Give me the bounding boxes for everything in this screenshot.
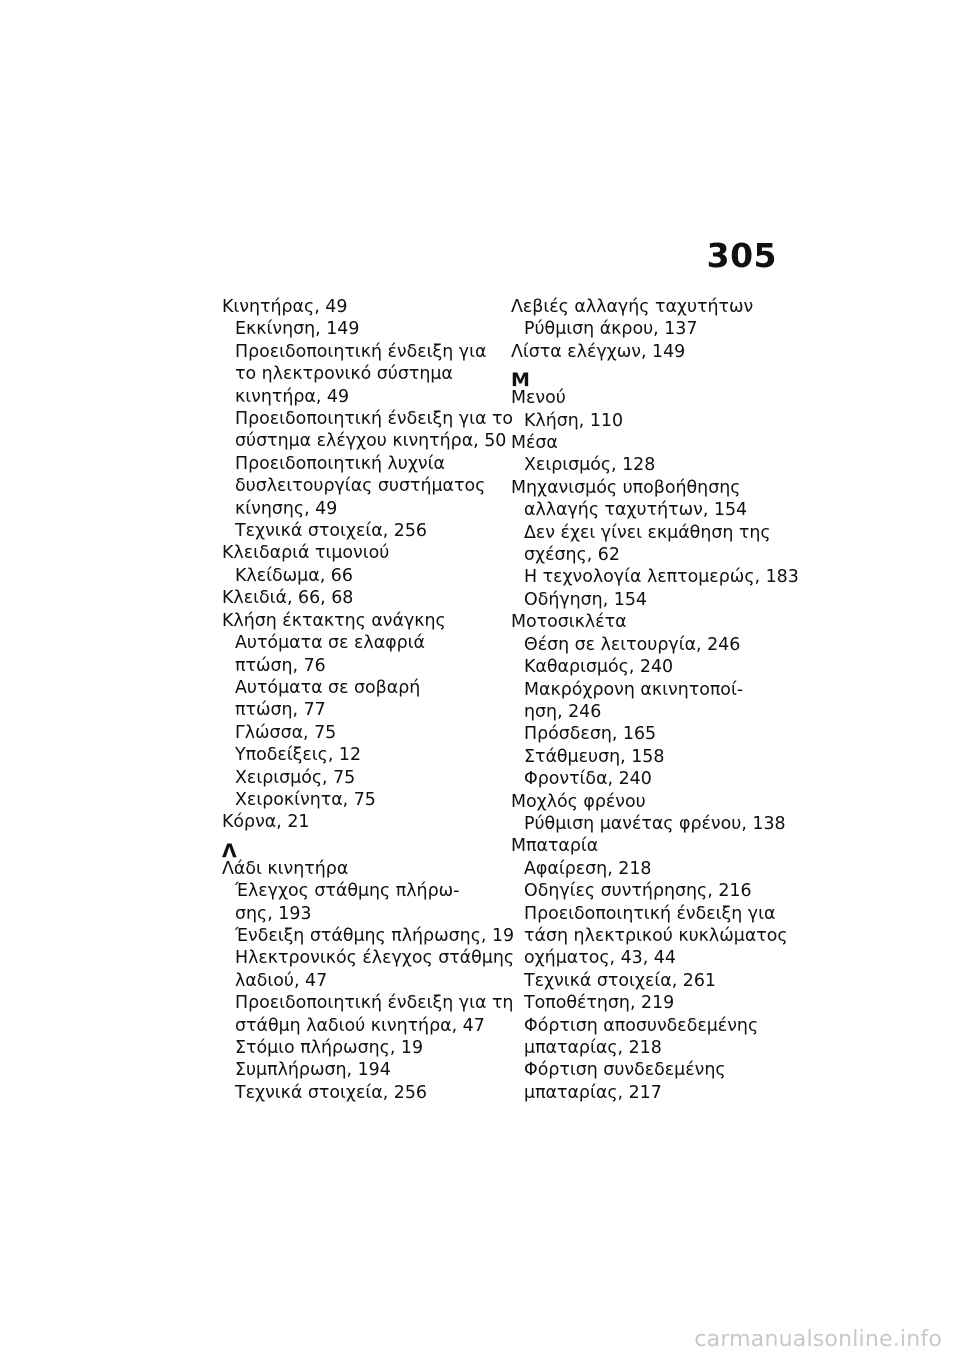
index-subentry: μπαταρίας, 217	[524, 1082, 662, 1103]
index-subentry: Προειδοποιητική ένδειξη για το	[235, 409, 514, 430]
index-subentry: ηση, 246	[524, 701, 602, 722]
watermark: carmanualsonline.info	[694, 1327, 942, 1352]
index-subentry: Συμπλήρωση, 194	[235, 1060, 391, 1081]
index-entry: Λίστα ελέγχων, 149	[511, 341, 686, 362]
index-entry: Λεβιές αλλαγής ταχυτήτων	[511, 297, 754, 317]
index-subentry: Υποδείξεις, 12	[235, 745, 362, 766]
index-subentry: Τεχνικά στοιχεία, 256	[235, 521, 427, 542]
index-entry: Κλήση έκτακτης ανάγκης	[222, 610, 446, 631]
page-number: 305	[706, 236, 777, 275]
index-entry: Κλειδαριά τιμονιού	[222, 543, 390, 564]
index-subentry: Κλείδωμα, 66	[235, 565, 353, 586]
index-subentry: κίνησης, 49	[235, 498, 338, 519]
index-entry: Μπαταρία	[511, 836, 599, 857]
index-letter-heading: Λ	[222, 839, 237, 862]
index-subentry: Στόμιο πλήρωσης, 19	[235, 1038, 424, 1058]
index-subentry: Γλώσσα, 75	[235, 722, 337, 743]
index-subentry: Φόρτιση αποσυνδεδεμένης	[524, 1015, 759, 1036]
index-subentry: Ένδειξη στάθμης πλήρωσης, 19	[235, 925, 515, 946]
index-subentry: Πρόσδεση, 165	[524, 724, 657, 745]
index-subentry: Χειρισμός, 75	[235, 767, 356, 788]
index-subentry: Τεχνικά στοιχεία, 256	[235, 1082, 427, 1103]
index-entry: Κόρνα, 21	[222, 812, 310, 833]
index-subentry: το ηλεκτρονικό σύστημα	[235, 364, 453, 385]
index-subentry: Η τεχνολογία λεπτομερώς, 183	[524, 567, 799, 588]
index-subentry: Οδήγηση, 154	[524, 589, 647, 610]
index-entry: Κινητήρας, 49	[222, 297, 348, 317]
index-subentry: Δεν έχει γίνει εκμάθηση της	[524, 522, 771, 543]
index-subentry: λαδιού, 47	[235, 970, 328, 991]
index-subentry: οχήματος, 43, 44	[524, 948, 676, 969]
index-subentry: σχέσης, 62	[524, 545, 620, 566]
index-subentry: Φόρτιση συνδεδεμένης	[524, 1060, 726, 1081]
index-subentry: πτώση, 76	[235, 655, 326, 676]
index-subentry: τάση ηλεκτρικού κυκλώματος	[524, 925, 788, 946]
index-entry: Λάδι κινητήρα	[222, 858, 349, 879]
index-subentry: Αυτόματα σε ελαφριά	[235, 633, 426, 654]
index-subentry: Προειδοποιητική ένδειξη για	[524, 903, 776, 924]
index-subentry: Ηλεκτρονικός έλεγχος στάθμης	[235, 948, 515, 969]
index-subentry: Προειδοποιητική λυχνία	[235, 453, 445, 474]
index-subentry: Κλήση, 110	[524, 410, 624, 431]
index-subentry: Τοποθέτηση, 219	[524, 993, 675, 1014]
index-subentry: πτώση, 77	[235, 700, 326, 721]
index-subentry: Προειδοποιητική ένδειξη για τη	[235, 993, 514, 1014]
index-subentry: σύστημα ελέγχου κινητήρα, 50	[235, 431, 507, 452]
index-entry: Μοτοσικλέτα	[511, 612, 627, 633]
index-subentry: Αυτόματα σε σοβαρή	[235, 677, 421, 698]
index-subentry: Τεχνικά στοιχεία, 261	[524, 970, 716, 991]
index-subentry: Αφαίρεση, 218	[524, 858, 652, 879]
index-subentry: Θέση σε λειτουργία, 246	[524, 634, 741, 655]
index-subentry: Οδηγίες συντήρησης, 216	[524, 881, 752, 902]
index-subentry: Εκκίνηση, 149	[235, 319, 360, 340]
index-subentry: Ρύθμιση άκρου, 137	[524, 319, 698, 340]
index-subentry: δυσλειτουργίας συστήματος	[235, 476, 486, 497]
index-entry: Μενού	[511, 388, 566, 409]
index-subentry: Καθαρισμός, 240	[524, 657, 674, 678]
index-letter-heading: Μ	[511, 369, 530, 392]
index-subentry: αλλαγής ταχυτήτων, 154	[524, 500, 748, 521]
index-subentry: Προειδοποιητική ένδειξη για	[235, 341, 487, 362]
index-subentry: Φροντίδα, 240	[524, 769, 652, 790]
index-subentry: Ρύθμιση μανέτας φρένου, 138	[524, 813, 786, 834]
index-column-left	[222, 296, 515, 1104]
index-subentry: σης, 193	[235, 903, 312, 924]
index-entry: Μοχλός φρένου	[511, 791, 646, 812]
index-subentry: στάθμη λαδιού κινητήρα, 47	[235, 1015, 485, 1036]
index-subentry: κινητήρα, 49	[235, 386, 350, 407]
index-subentry: Χειροκίνητα, 75	[235, 789, 376, 810]
index-subentry: Μακρόχρονη ακινητοποί-	[524, 679, 744, 700]
index-subentry: μπαταρίας, 218	[524, 1038, 662, 1058]
index-entry: Μέσα	[511, 433, 558, 454]
index-entry: Μηχανισμός υποβοήθησης	[511, 477, 741, 498]
index-column-right	[511, 296, 799, 1104]
index-subentry: Χειρισμός, 128	[524, 455, 656, 476]
index-entry: Κλειδιά, 66, 68	[222, 588, 354, 609]
index-subentry: Έλεγχος στάθμης πλήρω-	[235, 881, 460, 902]
index-subentry: Στάθμευση, 158	[524, 746, 665, 767]
